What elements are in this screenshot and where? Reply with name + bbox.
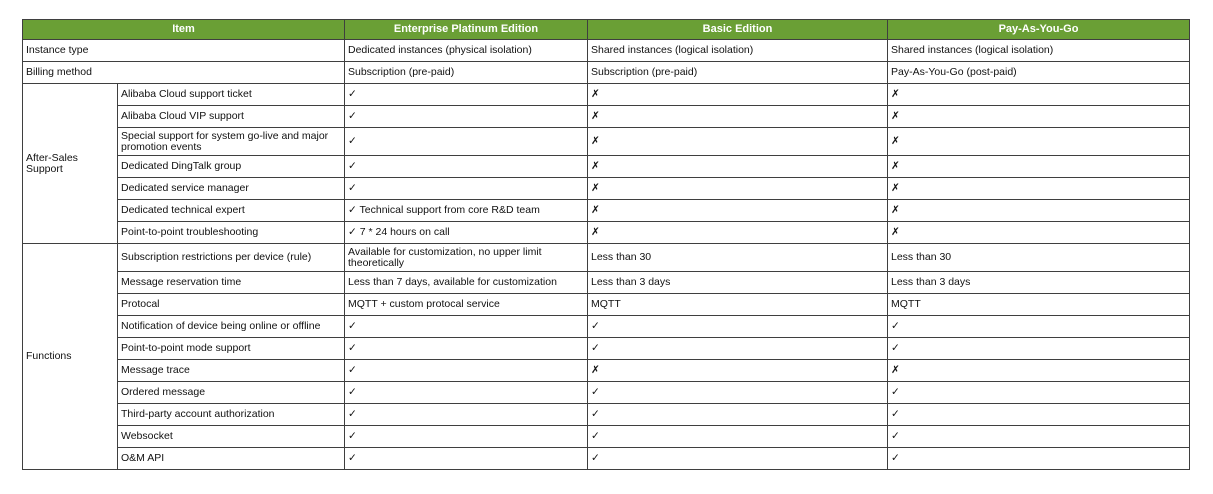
cell: ✓: [888, 338, 1190, 360]
table-row: [23, 178, 1190, 200]
cell: ✓ 7 * 24 hours on call: [345, 222, 588, 244]
table-row: [23, 62, 1190, 84]
table-row: [23, 244, 1190, 272]
group-label-after-sales: After-Sales Support: [23, 84, 118, 244]
feature-label: Third-party account authorization: [118, 404, 345, 426]
cell: ✓: [345, 338, 588, 360]
feature-label: Point-to-point troubleshooting: [118, 222, 345, 244]
table-row: [23, 426, 1190, 448]
row-label: Instance type: [23, 40, 345, 62]
header-row: [23, 20, 1190, 40]
feature-label: Dedicated DingTalk group: [118, 156, 345, 178]
cell: ✗: [588, 222, 888, 244]
row-label: Billing method: [23, 62, 345, 84]
cell: ✓: [345, 316, 588, 338]
cell: Available for customization, no upper limit theoretically: [345, 244, 588, 272]
cell: ✗: [888, 128, 1190, 156]
cell: ✓: [888, 426, 1190, 448]
feature-label: Dedicated service manager: [118, 178, 345, 200]
cell: Subscription (pre-paid): [588, 62, 888, 84]
cell: ✗: [888, 178, 1190, 200]
cell: ✗: [588, 200, 888, 222]
cell: ✗: [588, 178, 888, 200]
table-row: [23, 382, 1190, 404]
cell: ✓: [588, 316, 888, 338]
header-item: Item: [23, 20, 345, 40]
table-row: [23, 448, 1190, 470]
cell: ✓: [345, 426, 588, 448]
table-row: [23, 316, 1190, 338]
cell: Subscription (pre-paid): [345, 62, 588, 84]
cell: Shared instances (logical isolation): [888, 40, 1190, 62]
header-basic: Basic Edition: [588, 20, 888, 40]
cell: ✓: [888, 448, 1190, 470]
table-row: [23, 84, 1190, 106]
cell: Pay-As-You-Go (post-paid): [888, 62, 1190, 84]
cell: ✓: [588, 448, 888, 470]
table-row: [23, 200, 1190, 222]
cell: ✓: [588, 404, 888, 426]
cell: ✓: [345, 178, 588, 200]
cell: ✓: [345, 84, 588, 106]
table-row: [23, 40, 1190, 62]
cell: MQTT: [888, 294, 1190, 316]
table-row: [23, 404, 1190, 426]
feature-label: Notification of device being online or offline: [118, 316, 345, 338]
feature-label: Point-to-point mode support: [118, 338, 345, 360]
cell: ✗: [888, 156, 1190, 178]
cell: ✗: [588, 128, 888, 156]
header-pay-as-you-go: Pay-As-You-Go: [888, 20, 1190, 40]
feature-label: Alibaba Cloud support ticket: [118, 84, 345, 106]
feature-label: Message reservation time: [118, 272, 345, 294]
table-row: [23, 294, 1190, 316]
table-row: [23, 360, 1190, 382]
feature-label: Alibaba Cloud VIP support: [118, 106, 345, 128]
cell: ✓: [345, 448, 588, 470]
cell: Less than 3 days: [588, 272, 888, 294]
cell: Less than 30: [888, 244, 1190, 272]
cell: ✗: [588, 106, 888, 128]
cell: ✗: [888, 106, 1190, 128]
header-enterprise-platinum: Enterprise Platinum Edition: [345, 20, 588, 40]
cell: ✓: [888, 404, 1190, 426]
feature-label: O&M API: [118, 448, 345, 470]
feature-label: Message trace: [118, 360, 345, 382]
feature-label: Subscription restrictions per device (rule): [118, 244, 345, 272]
cell: ✓: [345, 156, 588, 178]
cell: ✓: [345, 106, 588, 128]
cell: ✓: [888, 316, 1190, 338]
cell: Dedicated instances (physical isolation): [345, 40, 588, 62]
cell: ✓ Technical support from core R&D team: [345, 200, 588, 222]
feature-label: Protocal: [118, 294, 345, 316]
cell: Less than 30: [588, 244, 888, 272]
cell: ✓: [588, 338, 888, 360]
cell: ✗: [888, 200, 1190, 222]
cell: ✗: [888, 222, 1190, 244]
cell: ✓: [588, 426, 888, 448]
cell: Less than 3 days: [888, 272, 1190, 294]
cell: Less than 7 days, available for customization: [345, 272, 588, 294]
table-row: [23, 222, 1190, 244]
feature-label: Dedicated technical expert: [118, 200, 345, 222]
feature-label: Ordered message: [118, 382, 345, 404]
cell: ✗: [888, 84, 1190, 106]
cell: ✓: [588, 382, 888, 404]
comparison-table: [22, 19, 1190, 470]
cell: ✓: [345, 382, 588, 404]
feature-label: Special support for system go-live and major promotion events: [118, 128, 345, 156]
table-row: [23, 338, 1190, 360]
cell: ✗: [588, 156, 888, 178]
cell: ✓: [888, 382, 1190, 404]
table-row: [23, 128, 1190, 156]
group-label-functions: Functions: [23, 244, 118, 470]
cell: MQTT: [588, 294, 888, 316]
table-row: [23, 156, 1190, 178]
cell: MQTT + custom protocal service: [345, 294, 588, 316]
cell: ✓: [345, 404, 588, 426]
cell: ✓: [345, 360, 588, 382]
cell: ✗: [888, 360, 1190, 382]
table-row: [23, 272, 1190, 294]
table-row: [23, 106, 1190, 128]
cell: ✓: [345, 128, 588, 156]
cell: ✗: [588, 84, 888, 106]
cell: Shared instances (logical isolation): [588, 40, 888, 62]
feature-label: Websocket: [118, 426, 345, 448]
cell: ✗: [588, 360, 888, 382]
